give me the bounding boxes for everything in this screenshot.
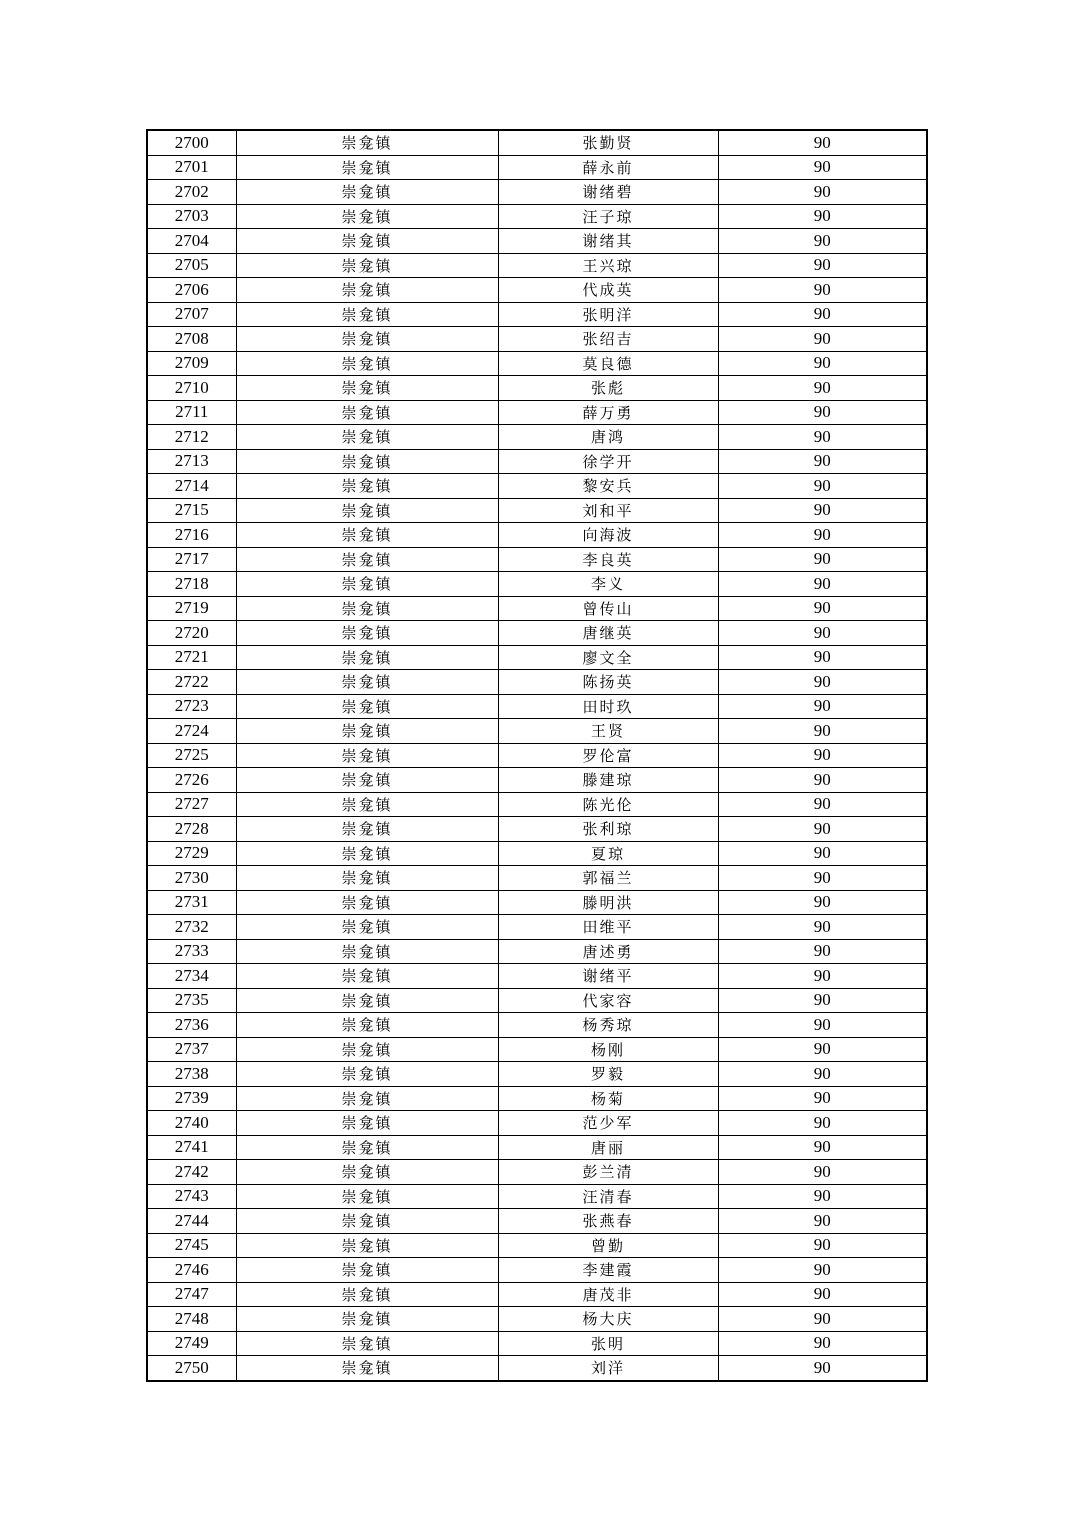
score-cell: 90: [718, 572, 927, 597]
town-cell: 崇龛镇: [236, 327, 498, 352]
name-cell: 张利琼: [498, 817, 718, 842]
name-cell: 徐学开: [498, 449, 718, 474]
score-cell: 90: [718, 180, 927, 205]
score-cell: 90: [718, 1062, 927, 1087]
row-number-cell: 2716: [147, 523, 236, 548]
name-cell: 刘洋: [498, 1356, 718, 1381]
name-cell: 罗毅: [498, 1062, 718, 1087]
row-number-cell: 2704: [147, 229, 236, 254]
score-cell: 90: [718, 694, 927, 719]
town-cell: 崇龛镇: [236, 498, 498, 523]
score-cell: 90: [718, 1282, 927, 1307]
name-cell: 杨菊: [498, 1086, 718, 1111]
score-cell: 90: [718, 474, 927, 499]
row-number-cell: 2739: [147, 1086, 236, 1111]
row-number-cell: 2701: [147, 155, 236, 180]
table-row: [147, 253, 927, 278]
row-number-cell: 2708: [147, 327, 236, 352]
table-row: [147, 792, 927, 817]
name-cell: 滕建琼: [498, 768, 718, 793]
row-number-cell: 2720: [147, 621, 236, 646]
score-cell: 90: [718, 400, 927, 425]
town-cell: 崇龛镇: [236, 768, 498, 793]
name-cell: 张绍吉: [498, 327, 718, 352]
table-row: [147, 498, 927, 523]
town-cell: 崇龛镇: [236, 523, 498, 548]
town-cell: 崇龛镇: [236, 1209, 498, 1234]
row-number-cell: 2748: [147, 1307, 236, 1332]
town-cell: 崇龛镇: [236, 719, 498, 744]
town-cell: 崇龛镇: [236, 1233, 498, 1258]
table-row: [147, 1331, 927, 1356]
table-row: [147, 1135, 927, 1160]
row-number-cell: 2738: [147, 1062, 236, 1087]
score-cell: 90: [718, 743, 927, 768]
row-number-cell: 2707: [147, 302, 236, 327]
row-number-cell: 2744: [147, 1209, 236, 1234]
table-row: [147, 1356, 927, 1381]
row-number-cell: 2713: [147, 449, 236, 474]
name-cell: 唐茂非: [498, 1282, 718, 1307]
town-cell: 崇龛镇: [236, 278, 498, 303]
name-cell: 薛万勇: [498, 400, 718, 425]
table-row: [147, 130, 927, 155]
name-cell: 张明洋: [498, 302, 718, 327]
score-cell: 90: [718, 130, 927, 155]
town-cell: 崇龛镇: [236, 204, 498, 229]
row-number-cell: 2712: [147, 425, 236, 450]
roster-table: [146, 129, 928, 1382]
name-cell: 代成英: [498, 278, 718, 303]
town-cell: 崇龛镇: [236, 596, 498, 621]
score-cell: 90: [718, 1184, 927, 1209]
town-cell: 崇龛镇: [236, 1135, 498, 1160]
score-cell: 90: [718, 278, 927, 303]
score-cell: 90: [718, 866, 927, 891]
row-number-cell: 2702: [147, 180, 236, 205]
score-cell: 90: [718, 1258, 927, 1283]
row-number-cell: 2737: [147, 1037, 236, 1062]
table-row: [147, 547, 927, 572]
name-cell: 莫良德: [498, 351, 718, 376]
table-row: [147, 1013, 927, 1038]
score-cell: 90: [718, 204, 927, 229]
score-cell: 90: [718, 964, 927, 989]
name-cell: 唐鸿: [498, 425, 718, 450]
name-cell: 李良英: [498, 547, 718, 572]
table-row: [147, 302, 927, 327]
table-row: [147, 743, 927, 768]
score-cell: 90: [718, 719, 927, 744]
score-cell: 90: [718, 596, 927, 621]
name-cell: 杨刚: [498, 1037, 718, 1062]
row-number-cell: 2728: [147, 817, 236, 842]
score-cell: 90: [718, 449, 927, 474]
town-cell: 崇龛镇: [236, 1307, 498, 1332]
town-cell: 崇龛镇: [236, 572, 498, 597]
table-row: [147, 768, 927, 793]
town-cell: 崇龛镇: [236, 376, 498, 401]
table-row: [147, 204, 927, 229]
row-number-cell: 2722: [147, 670, 236, 695]
score-cell: 90: [718, 988, 927, 1013]
table-row: [147, 1233, 927, 1258]
table-row: [147, 841, 927, 866]
name-cell: 唐继英: [498, 621, 718, 646]
town-cell: 崇龛镇: [236, 449, 498, 474]
name-cell: 陈扬英: [498, 670, 718, 695]
town-cell: 崇龛镇: [236, 425, 498, 450]
table-row: [147, 1282, 927, 1307]
roster-table-body: [147, 130, 927, 1381]
table-row: [147, 1209, 927, 1234]
table-row: [147, 939, 927, 964]
score-cell: 90: [718, 792, 927, 817]
name-cell: 刘和平: [498, 498, 718, 523]
table-row: [147, 155, 927, 180]
row-number-cell: 2717: [147, 547, 236, 572]
score-cell: 90: [718, 1111, 927, 1136]
table-row: [147, 1037, 927, 1062]
row-number-cell: 2731: [147, 890, 236, 915]
town-cell: 崇龛镇: [236, 253, 498, 278]
name-cell: 杨秀琼: [498, 1013, 718, 1038]
score-cell: 90: [718, 1013, 927, 1038]
score-cell: 90: [718, 890, 927, 915]
row-number-cell: 2724: [147, 719, 236, 744]
row-number-cell: 2706: [147, 278, 236, 303]
town-cell: 崇龛镇: [236, 670, 498, 695]
name-cell: 汪子琼: [498, 204, 718, 229]
table-row: [147, 915, 927, 940]
score-cell: 90: [718, 376, 927, 401]
town-cell: 崇龛镇: [236, 1086, 498, 1111]
score-cell: 90: [718, 1209, 927, 1234]
row-number-cell: 2715: [147, 498, 236, 523]
name-cell: 张燕春: [498, 1209, 718, 1234]
town-cell: 崇龛镇: [236, 547, 498, 572]
name-cell: 谢绪碧: [498, 180, 718, 205]
score-cell: 90: [718, 351, 927, 376]
table-row: [147, 278, 927, 303]
table-row: [147, 572, 927, 597]
score-cell: 90: [718, 1307, 927, 1332]
score-cell: 90: [718, 645, 927, 670]
name-cell: 唐丽: [498, 1135, 718, 1160]
name-cell: 田时玖: [498, 694, 718, 719]
town-cell: 崇龛镇: [236, 988, 498, 1013]
town-cell: 崇龛镇: [236, 1013, 498, 1038]
row-number-cell: 2718: [147, 572, 236, 597]
town-cell: 崇龛镇: [236, 621, 498, 646]
table-row: [147, 1307, 927, 1332]
town-cell: 崇龛镇: [236, 817, 498, 842]
table-row: [147, 327, 927, 352]
score-cell: 90: [718, 229, 927, 254]
town-cell: 崇龛镇: [236, 694, 498, 719]
name-cell: 谢绪平: [498, 964, 718, 989]
score-cell: 90: [718, 253, 927, 278]
town-cell: 崇龛镇: [236, 155, 498, 180]
score-cell: 90: [718, 1160, 927, 1185]
row-number-cell: 2710: [147, 376, 236, 401]
town-cell: 崇龛镇: [236, 841, 498, 866]
town-cell: 崇龛镇: [236, 1258, 498, 1283]
table-row: [147, 964, 927, 989]
row-number-cell: 2750: [147, 1356, 236, 1381]
row-number-cell: 2721: [147, 645, 236, 670]
name-cell: 汪清春: [498, 1184, 718, 1209]
score-cell: 90: [718, 327, 927, 352]
row-number-cell: 2746: [147, 1258, 236, 1283]
name-cell: 曾传山: [498, 596, 718, 621]
name-cell: 王贤: [498, 719, 718, 744]
score-cell: 90: [718, 1037, 927, 1062]
town-cell: 崇龛镇: [236, 915, 498, 940]
name-cell: 张勤贤: [498, 130, 718, 155]
score-cell: 90: [718, 841, 927, 866]
score-cell: 90: [718, 1331, 927, 1356]
table-row: [147, 817, 927, 842]
row-number-cell: 2729: [147, 841, 236, 866]
row-number-cell: 2725: [147, 743, 236, 768]
table-row: [147, 670, 927, 695]
table-row: [147, 474, 927, 499]
town-cell: 崇龛镇: [236, 964, 498, 989]
table-row: [147, 1111, 927, 1136]
name-cell: 罗伦富: [498, 743, 718, 768]
table-row: [147, 229, 927, 254]
table-row: [147, 351, 927, 376]
score-cell: 90: [718, 1135, 927, 1160]
score-cell: 90: [718, 1356, 927, 1381]
table-row: [147, 449, 927, 474]
score-cell: 90: [718, 302, 927, 327]
row-number-cell: 2733: [147, 939, 236, 964]
town-cell: 崇龛镇: [236, 792, 498, 817]
score-cell: 90: [718, 621, 927, 646]
row-number-cell: 2709: [147, 351, 236, 376]
town-cell: 崇龛镇: [236, 1111, 498, 1136]
row-number-cell: 2742: [147, 1160, 236, 1185]
name-cell: 田维平: [498, 915, 718, 940]
table-row: [147, 645, 927, 670]
score-cell: 90: [718, 768, 927, 793]
name-cell: 向海波: [498, 523, 718, 548]
table-row: [147, 890, 927, 915]
name-cell: 廖文全: [498, 645, 718, 670]
table-row: [147, 596, 927, 621]
town-cell: 崇龛镇: [236, 474, 498, 499]
name-cell: 薛永前: [498, 155, 718, 180]
table-row: [147, 523, 927, 548]
name-cell: 彭兰清: [498, 1160, 718, 1185]
row-number-cell: 2732: [147, 915, 236, 940]
row-number-cell: 2736: [147, 1013, 236, 1038]
row-number-cell: 2747: [147, 1282, 236, 1307]
town-cell: 崇龛镇: [236, 302, 498, 327]
row-number-cell: 2743: [147, 1184, 236, 1209]
table-row: [147, 1258, 927, 1283]
row-number-cell: 2705: [147, 253, 236, 278]
town-cell: 崇龛镇: [236, 939, 498, 964]
row-number-cell: 2726: [147, 768, 236, 793]
score-cell: 90: [718, 1086, 927, 1111]
score-cell: 90: [718, 817, 927, 842]
row-number-cell: 2740: [147, 1111, 236, 1136]
row-number-cell: 2723: [147, 694, 236, 719]
score-cell: 90: [718, 670, 927, 695]
table-row: [147, 621, 927, 646]
table-row: [147, 694, 927, 719]
town-cell: 崇龛镇: [236, 351, 498, 376]
town-cell: 崇龛镇: [236, 1062, 498, 1087]
score-cell: 90: [718, 547, 927, 572]
town-cell: 崇龛镇: [236, 400, 498, 425]
name-cell: 张彪: [498, 376, 718, 401]
town-cell: 崇龛镇: [236, 1282, 498, 1307]
town-cell: 崇龛镇: [236, 1160, 498, 1185]
name-cell: 黎安兵: [498, 474, 718, 499]
table-row: [147, 1062, 927, 1087]
row-number-cell: 2730: [147, 866, 236, 891]
town-cell: 崇龛镇: [236, 130, 498, 155]
table-row: [147, 400, 927, 425]
town-cell: 崇龛镇: [236, 890, 498, 915]
town-cell: 崇龛镇: [236, 1184, 498, 1209]
score-cell: 90: [718, 155, 927, 180]
table-row: [147, 988, 927, 1013]
row-number-cell: 2741: [147, 1135, 236, 1160]
table-row: [147, 1184, 927, 1209]
town-cell: 崇龛镇: [236, 180, 498, 205]
row-number-cell: 2719: [147, 596, 236, 621]
name-cell: 唐述勇: [498, 939, 718, 964]
town-cell: 崇龛镇: [236, 1037, 498, 1062]
row-number-cell: 2711: [147, 400, 236, 425]
name-cell: 郭福兰: [498, 866, 718, 891]
town-cell: 崇龛镇: [236, 743, 498, 768]
town-cell: 崇龛镇: [236, 229, 498, 254]
table-row: [147, 1086, 927, 1111]
table-row: [147, 866, 927, 891]
name-cell: 李建霞: [498, 1258, 718, 1283]
table-row: [147, 425, 927, 450]
score-cell: 90: [718, 1233, 927, 1258]
town-cell: 崇龛镇: [236, 645, 498, 670]
row-number-cell: 2703: [147, 204, 236, 229]
town-cell: 崇龛镇: [236, 866, 498, 891]
row-number-cell: 2700: [147, 130, 236, 155]
score-cell: 90: [718, 425, 927, 450]
name-cell: 陈光伦: [498, 792, 718, 817]
town-cell: 崇龛镇: [236, 1356, 498, 1381]
score-cell: 90: [718, 939, 927, 964]
row-number-cell: 2714: [147, 474, 236, 499]
name-cell: 李义: [498, 572, 718, 597]
table-row: [147, 1160, 927, 1185]
name-cell: 夏琼: [498, 841, 718, 866]
name-cell: 范少军: [498, 1111, 718, 1136]
score-cell: 90: [718, 498, 927, 523]
name-cell: 杨大庆: [498, 1307, 718, 1332]
row-number-cell: 2734: [147, 964, 236, 989]
row-number-cell: 2727: [147, 792, 236, 817]
row-number-cell: 2749: [147, 1331, 236, 1356]
table-row: [147, 376, 927, 401]
score-cell: 90: [718, 523, 927, 548]
row-number-cell: 2745: [147, 1233, 236, 1258]
name-cell: 曾勤: [498, 1233, 718, 1258]
town-cell: 崇龛镇: [236, 1331, 498, 1356]
table-row: [147, 180, 927, 205]
name-cell: 代家容: [498, 988, 718, 1013]
row-number-cell: 2735: [147, 988, 236, 1013]
name-cell: 王兴琼: [498, 253, 718, 278]
name-cell: 张明: [498, 1331, 718, 1356]
table-row: [147, 719, 927, 744]
name-cell: 谢绪其: [498, 229, 718, 254]
name-cell: 滕明洪: [498, 890, 718, 915]
score-cell: 90: [718, 915, 927, 940]
